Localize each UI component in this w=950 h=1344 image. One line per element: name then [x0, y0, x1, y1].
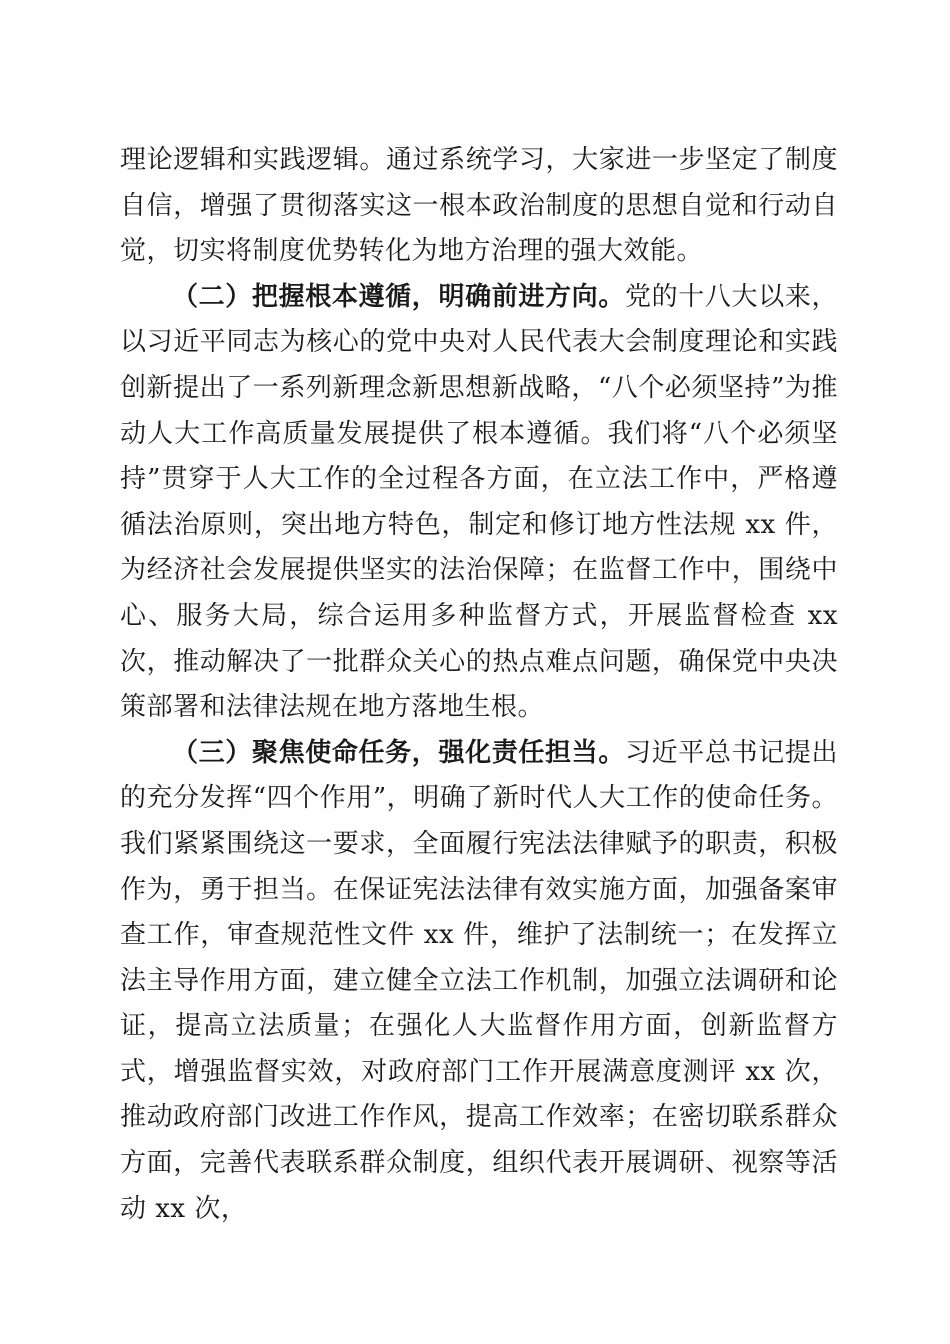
- paragraph-3-heading: （三）聚焦使命任务，强化责任担当。: [172, 737, 625, 768]
- paragraph-3: [120, 731, 838, 1233]
- paragraph-1: [120, 138, 838, 275]
- paragraph-2: [120, 275, 838, 731]
- paragraph-3-text: 习近平总书记提出的充分发挥“四个作用”，明确了新时代人大工作的使命任务。我们紧紧围绕这一要求，全面履行宪法法律赋予的职责，积极作为，勇于担当。在保证宪法法律有效实施方面，加强备案审查工作，审查规范性文件 xx 件，维护了法制统一；在发挥立法主导作用方面，建立健全立法工作机制，加强立法调研和论证，提高立法质量；在强化人大监督作用方面，创新监督方式，增强监督实效，对政府部门工作开展满意度测评 xx 次，推动政府部门改进工作作风，提高工作效率；在密切联系群众方面，完善代表联系群众制度，组织代表开展调研、视察等活动 xx 次，: [120, 737, 838, 1224]
- document-body: [120, 138, 838, 1232]
- paragraph-2-heading: （二）把握根本遵循，明确前进方向。: [172, 281, 625, 312]
- paragraph-2-text: 党的十八大以来，以习近平同志为核心的党中央对人民代表大会制度理论和实践创新提出了一系列新理念新思想新战略，“八个必须坚持”为推动人大工作高质量发展提供了根本遵循。我们将“八个必须坚持”贯穿于人大工作的全过程各方面，在立法工作中，严格遵循法治原则，突出地方特色，制定和修订地方性法规 xx 件，为经济社会发展提供坚实的法治保障；在监督工作中，围绕中心、服务大局，综合运用多种监督方式，开展监督检查 xx 次，推动解决了一批群众关心的热点难点问题，确保党中央决策部署和法律法规在地方落地生根。: [120, 281, 838, 723]
- paragraph-1-text: 理论逻辑和实践逻辑。通过系统学习，大家进一步坚定了制度自信，增强了贯彻落实这一根本政治制度的思想自觉和行动自觉，切实将制度优势转化为地方治理的强大效能。: [120, 145, 838, 267]
